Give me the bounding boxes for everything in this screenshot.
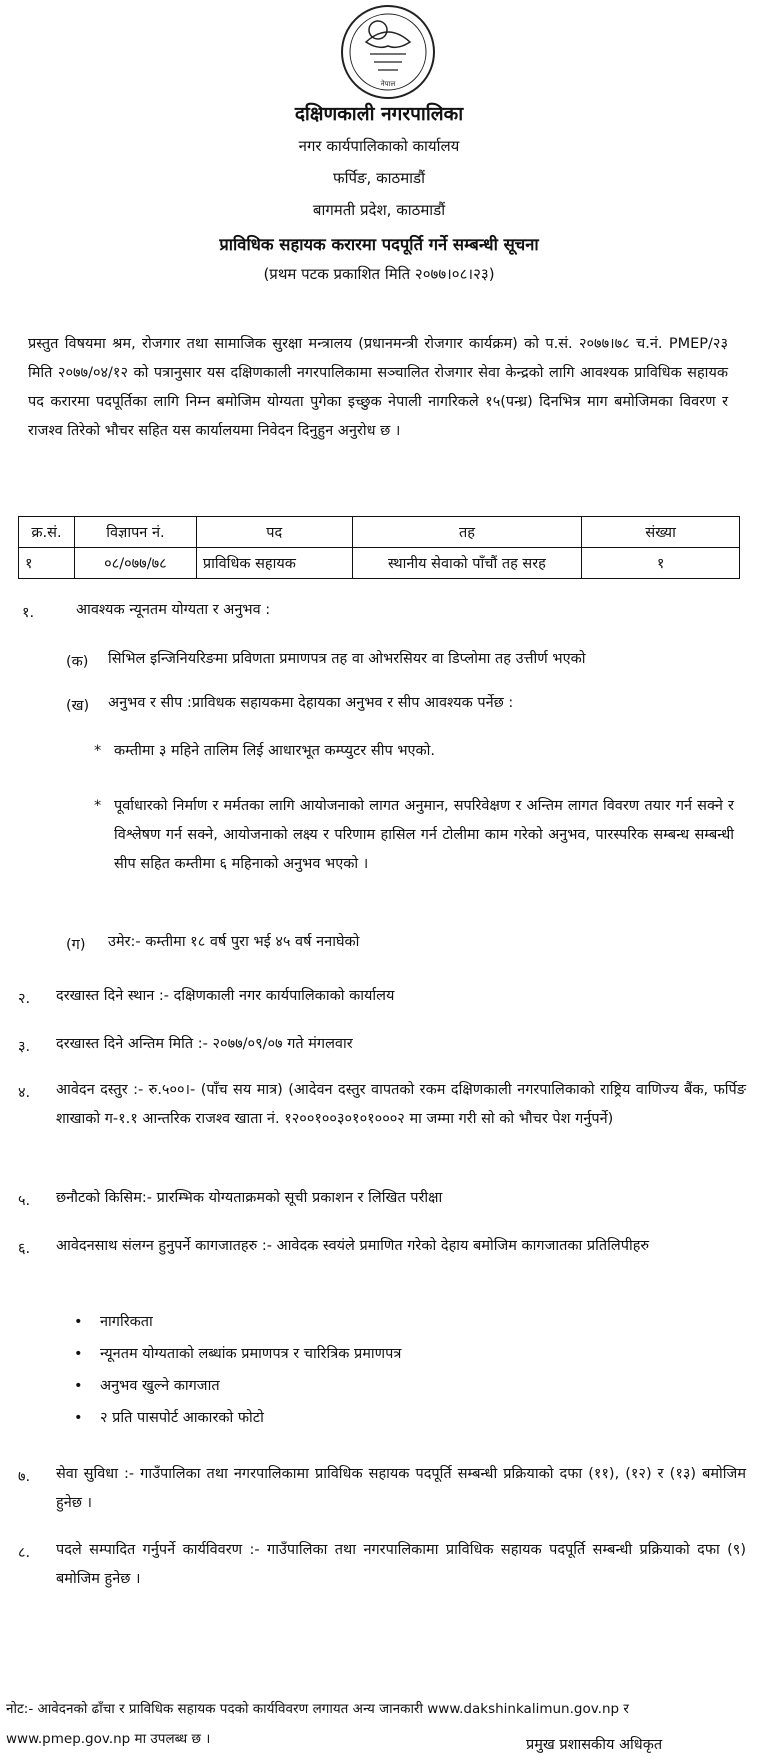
document-item-2: न्यूनतम योग्यताको लब्धांक प्रमाणपत्र र चारित्रिक प्रमाणपत्र: [100, 1346, 402, 1362]
office-location: फर्पिङ, काठमाडौं: [333, 169, 425, 187]
sub-ka-text: सिभिल इन्जिनियरिङमा प्रविणता प्रमाणपत्र तह वा ओभरसियर वा डिप्लोमा तह उत्तीर्ण भएको: [108, 651, 586, 667]
sub-ga-text: उमेर:- कम्तीमा १८ वर्ष पुरा भई ४५ वर्ष ननाघेको: [108, 934, 360, 950]
office-name: नगर कार्यपालिकाको कार्यालय: [298, 137, 460, 155]
footer-note: नोट:- आवेदनको ढाँचा र प्राविधिक सहायक पदको कार्यविवरण लगायत अन्य जानकारी www.dakshinkalimun.gov.np र www.pmep.gov.np मा उपलब्ध छ ।: [6, 1701, 629, 1747]
cell-sn: १: [19, 548, 75, 579]
document-item-4: २ प्रति पासपोर्ट आकारको फोटो: [100, 1410, 264, 1426]
notice-title: प्राविधिक सहायक करारमा पदपूर्ति गर्ने सम्बन्धी सूचना: [219, 235, 539, 254]
document-item-1: नागरिकता: [100, 1314, 153, 1330]
table-header-row: [19, 517, 740, 548]
star-bullet: *: [94, 743, 102, 759]
item-8-text: पदले सम्पादित गर्नुपर्ने कार्यविवरण :- गाउँपालिका तथा नगरपालिकामा प्राविधिक सहायक पदपूर्ति सम्बन्धी प्रक्रियाको दफा (९) बमोजिम हुनेछ ।: [56, 1542, 746, 1587]
item-3-text: दरखास्त दिने अन्तिम मिति :- २०७७/०९/०७ गते मंगलवार: [56, 1036, 353, 1052]
sub-label-kha: (ख): [66, 698, 90, 714]
dot-bullet: •: [74, 1314, 83, 1330]
publication-date: (प्रथम पटक प्रकाशित मिति २०७७।०८।२३): [263, 265, 495, 283]
vacancy-table: [18, 516, 740, 579]
col-header-ad-no: विज्ञापन नं.: [74, 517, 196, 548]
organization-name: दक्षिणकाली नगरपालिका: [294, 103, 464, 125]
cell-post: प्राविधिक सहायक: [196, 548, 352, 579]
sub-label-ga: (ग): [66, 937, 86, 953]
item-6-text: आवेदनसाथ संलग्न हुनुपर्ने कागजातहरु :- आवेदक स्वयंले प्रमाणित गरेको देहाय बमोजिम कागजातका प्रतिलिपीहरु: [56, 1238, 650, 1254]
item-7-text: सेवा सुविधा :- गाउँपालिका तथा नगरपालिकामा प्राविधिक सहायक पदपूर्ति सम्बन्धी प्रक्रियाको दफा (११), (१२) र (१३) बमोजिम हुनेछ ।: [56, 1466, 746, 1511]
intro-paragraph: प्रस्तुत विषयमा श्रम, रोजगार तथा सामाजिक सुरक्षा मन्त्रालय (प्रधानमन्त्री रोजगार कार्यक्रम) को प.सं. २०७७।७८ च.नं. PMEP/२३ मिति २०७७/०४/१२ को पत्रानुसार यस दक्षिणकाली नगरपालिकामा सञ्चालित रोजगार सेवा केन्द्रको लागि आवश्यक प्राविधिक सहायक पद करारमा पदपूर्तिका लागि निम्न बमोजिम योग्यता पुगेका इच्छुक नेपाली नागरिकले १५(पन्ध्र) दिनभित्र माग बमोजिमका विवरण र राजश्व तिरेको भौचर सहित यस कार्यालयमा निवेदन दिनुहुन अनुरोध छ ।: [28, 336, 728, 439]
cell-level: स्थानीय सेवाको पाँचौं तह सरह: [352, 548, 582, 579]
star-bullet: *: [94, 798, 102, 814]
dot-bullet: •: [74, 1410, 83, 1426]
item-2-text: दरखास्त दिने स्थान :- दक्षिणकाली नगर कार्यपालिकाको कार्यालय: [56, 988, 395, 1004]
document-item-3: अनुभव खुल्ने कागजात: [100, 1378, 220, 1394]
col-header-post: पद: [196, 517, 352, 548]
item-number-5: ५.: [18, 1193, 31, 1209]
col-header-count: संख्या: [582, 517, 740, 548]
col-header-level: तह: [352, 517, 582, 548]
skill-item-2: पूर्वाधारको निर्माण र मर्मतका लागि आयोजनाको लागत अनुमान, सपरिवेक्षण र अन्तिम लागत विवरण तयार गर्न सक्ने र विश्लेषण गर्न सक्ने, आयोजनाको लक्ष्य र परिणाम हासिल गर्न टोलीमा काम गरेको अनुभव, पारस्परिक सम्बन्ध सम्बन्धी सीप सहित कम्तीमा ६ महिनाको अनुभव भएको ।: [114, 798, 734, 872]
table-row: [19, 548, 740, 579]
item-4-text: आवेदन दस्तुर :- रु.५००।- (पाँच सय मात्र) (आदेवन दस्तुर वापतको रकम दक्षिणकाली नगरपालिकाको राष्ट्रिय वाणिज्य बैंक, फर्पिङ शाखाको ग-१.१ आन्तरिक राजश्व खाता नं. १२००१००३०१०१०००२ मा जम्मा गरी सो को भौचर पेश गर्नुपर्ने): [56, 1082, 746, 1127]
municipal-seal-emblem: [338, 2, 438, 102]
dot-bullet: •: [74, 1378, 83, 1394]
cell-count: १: [582, 548, 740, 579]
sub-kha-text: अनुभव र सीप :प्राविधक सहायकमा देहायका अनुभव र सीप आवश्यक पर्नेछ :: [108, 695, 514, 711]
item-number-4: ४.: [18, 1085, 31, 1101]
svg-text:नेपाल: नेपाल: [380, 80, 396, 88]
province-location: बागमती प्रदेश, काठमाडौं: [312, 201, 446, 219]
item-5-text: छनौटको किसिम:- प्रारम्भिक योग्यताक्रमको सूची प्रकाशन र लिखित परीक्षा: [56, 1190, 443, 1206]
cell-ad-no: ०८/०७७/७८: [74, 548, 196, 579]
item-number-7: ७.: [18, 1469, 31, 1485]
item-number-6: ६.: [18, 1241, 31, 1257]
item-number-2: २.: [18, 991, 31, 1007]
item-number-3: ३.: [18, 1039, 31, 1055]
col-header-sn: क्र.सं.: [19, 517, 75, 548]
dot-bullet: •: [74, 1346, 83, 1362]
item-number-1: १.: [22, 605, 35, 621]
sub-label-ka: (क): [66, 654, 89, 670]
item-1-heading: आवश्यक न्यूनतम योग्यता र अनुभव :: [76, 602, 271, 618]
signatory-title: प्रमुख प्रशासकीय अधिकृत: [526, 1737, 663, 1753]
item-number-8: ८.: [18, 1545, 31, 1561]
skill-item-1: कम्तीमा ३ महिने तालिम लिई आधारभूत कम्प्युटर सीप भएको.: [114, 743, 436, 759]
